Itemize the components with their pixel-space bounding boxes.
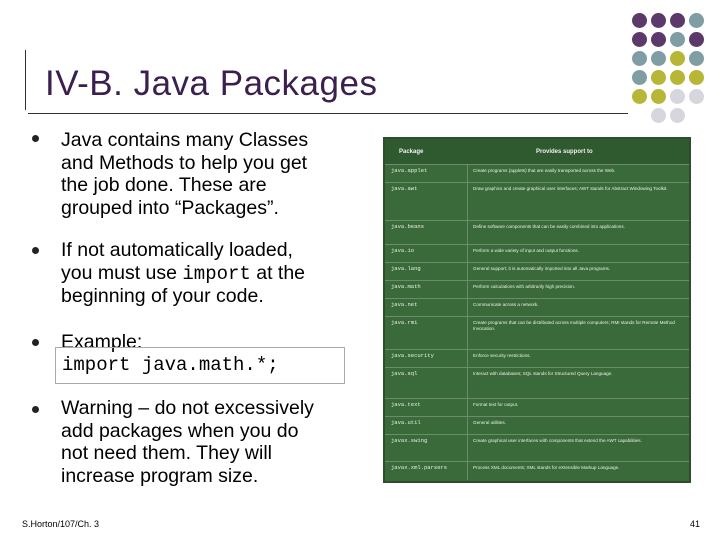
table-cell-description: Draw graphics and create graphical user interfaces; AWT stands for Abstract Windowing Toolkit. — [473, 186, 668, 191]
bullet-marker — [32, 339, 39, 346]
bullet-line: beginning of your code. — [61, 285, 264, 307]
bullet-line: and Methods to help you get — [61, 151, 308, 174]
bullet-line: If not automatically loaded, — [61, 239, 293, 261]
bullet-line: Warning – do not excessively — [61, 397, 314, 419]
bullet-text — [61, 129, 361, 219]
table-cell-description: General support; it is automatically imported into all Java programs. — [473, 266, 611, 271]
table-cell-description: Format text for output. — [473, 402, 519, 407]
bullet-line: add packages when you do — [61, 419, 299, 442]
table-row — [385, 367, 689, 398]
decorative-dot — [689, 32, 704, 47]
table-row — [385, 461, 689, 480]
bullet-line: increase program size. — [61, 464, 259, 487]
table-row — [385, 434, 689, 461]
bullet-line: Java contains many Classes — [61, 129, 309, 151]
decorative-dot — [632, 70, 647, 85]
table-cell-description: Enforce security restrictions. — [473, 353, 531, 358]
table-cell-description: Perform a wide variety of input and output functions. — [473, 248, 579, 253]
decorative-dot — [651, 108, 666, 123]
table-cell-package: java.util — [385, 417, 468, 434]
decorative-dot — [670, 13, 685, 28]
bullet-text — [61, 239, 361, 308]
decorative-dot — [651, 13, 666, 28]
table-cell-package: java.net — [385, 299, 468, 316]
decorative-dot — [632, 89, 647, 104]
table-row — [385, 182, 689, 220]
table-cell-package: java.lang — [385, 263, 468, 280]
decorative-dot — [670, 108, 685, 123]
table-cell-description: Process XML documents; XML stands for eXtensible Markup Language. — [473, 465, 620, 470]
decorative-dot — [651, 70, 666, 85]
decorative-dot — [689, 89, 704, 104]
page-number: 41 — [690, 519, 701, 529]
decorative-dot — [632, 13, 647, 28]
table-header — [385, 139, 689, 164]
decorative-dot-grid — [612, 13, 712, 123]
table-cell-package: java.awt — [385, 183, 468, 220]
decorative-dot — [689, 51, 704, 66]
bullet-text-segment: you must use — [61, 261, 183, 284]
table-cell-description: Interact with databases; SQL stands for Structured Query Language. — [473, 371, 613, 376]
bullet-marker — [32, 247, 39, 254]
table-row — [385, 244, 689, 262]
table-row — [385, 416, 689, 434]
decorative-dot — [689, 70, 704, 85]
table-cell-package: java.io — [385, 245, 468, 262]
decorative-dot — [670, 70, 685, 85]
table-cell-description: Create programs that can be distributed across multiple computers; RMI stands for Remote Method Invocation. — [473, 320, 675, 331]
slide-title: IV-B. Java Packages — [45, 64, 378, 103]
table-row — [385, 164, 689, 182]
title-divider-horizontal — [28, 113, 628, 114]
table-cell-package: java.applet — [385, 165, 468, 182]
bullet-marker — [32, 135, 39, 142]
decorative-dot — [651, 89, 666, 104]
table-cell-description: Create programs (applets) that are easily transported across the Web. — [473, 168, 616, 173]
table-cell-description: Perform calculations with arbitrarily high precision. — [473, 284, 576, 289]
bullet-text-segment: at the — [250, 261, 306, 284]
table-row — [385, 398, 689, 416]
decorative-dot — [670, 32, 685, 47]
bullet-marker — [32, 406, 39, 413]
decorative-dot — [670, 51, 685, 66]
bullet-line: not need them. They will — [61, 442, 273, 464]
bullet-text — [61, 397, 361, 487]
table-row — [385, 349, 689, 367]
table-cell-package: javax.swing — [385, 435, 468, 461]
table-cell-description: Define software components that can be easily combined into applications. — [473, 224, 625, 229]
table-row — [385, 280, 689, 298]
bullet-line: the job done. These are — [61, 174, 267, 196]
table-cell-package: java.sql — [385, 368, 468, 398]
bullet-line: grouped into “Packages”. — [61, 196, 279, 219]
java-packages-table — [383, 137, 691, 483]
table-cell-package: java.rmi — [385, 317, 468, 349]
table-cell-package: java.math — [385, 281, 468, 298]
table-cell-description: Communicate across a network. — [473, 302, 539, 307]
table-cell-package: java.security — [385, 350, 468, 367]
decorative-dot — [689, 13, 704, 28]
inline-code: import — [182, 262, 251, 285]
decorative-dot — [651, 32, 666, 47]
table-cell-package: java.text — [385, 399, 468, 416]
decorative-dot — [670, 89, 685, 104]
decorative-dot — [632, 32, 647, 47]
table-cell-description: General utilities. — [473, 420, 506, 425]
table-row — [385, 298, 689, 316]
table-row — [385, 220, 689, 244]
table-cell-package: javax.xml.parsers — [385, 462, 468, 480]
slide-footer: S.Horton/107/Ch. 3 — [22, 519, 100, 529]
table-cell-description: Create graphical user interfaces with components that extend the AWT capabilities. — [473, 438, 642, 443]
title-divider-vertical — [25, 50, 26, 110]
bullet-text: Example: — [61, 331, 143, 353]
bullet-line — [61, 262, 361, 286]
decorative-dot — [632, 51, 647, 66]
table-row — [385, 316, 689, 349]
table-cell-package: java.beans — [385, 221, 468, 244]
table-header-cell: Package — [399, 148, 424, 155]
table-row — [385, 262, 689, 280]
decorative-dot — [651, 51, 666, 66]
table-header-cell: Provides support to — [536, 148, 593, 155]
code-example-box: import java.math.*; — [55, 347, 345, 384]
